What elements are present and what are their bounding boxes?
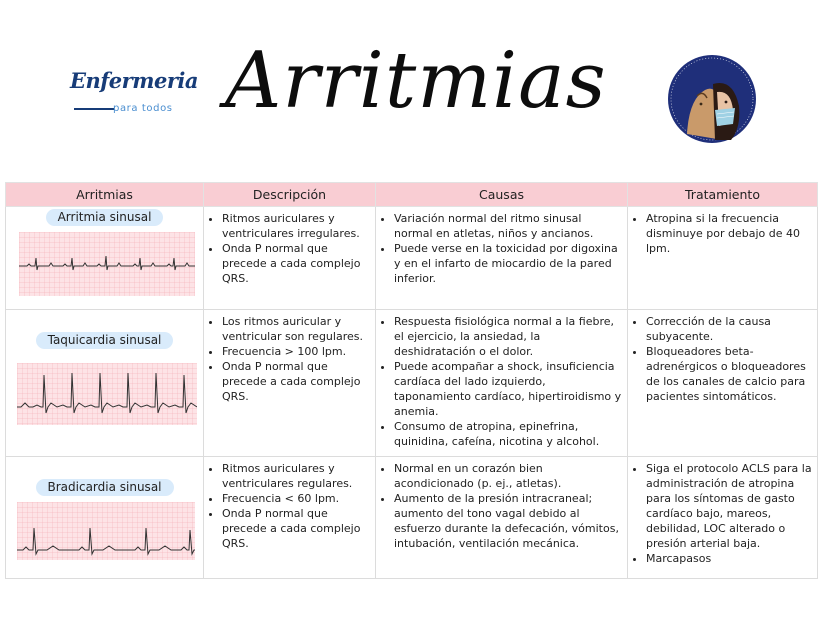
list-item: • Consumo de atropina, epinefrina, quinidina, cafeína, nicotina y alcohol. — [394, 419, 623, 449]
avatar-badge — [667, 54, 757, 144]
list-item: • Bloqueadores beta-adrenérgicos o bloqueadores de los canales de calcio para pacientes sintomáticos. — [646, 344, 813, 404]
arrhythmia-name-pill: Bradicardia sinusal — [36, 479, 174, 496]
list-item: • Variación normal del ritmo sinusal normal en atletas, niños y ancianos. — [394, 211, 623, 241]
list-item: • Corrección de la causa subyacente. — [646, 314, 813, 344]
arrhythmia-name-pill: Taquicardia sinusal — [36, 332, 174, 349]
arrhythmia-cell — [6, 310, 204, 457]
description-cell — [204, 310, 376, 457]
ecg-strip-arritmia — [19, 232, 195, 296]
arrhythmia-cell — [6, 207, 204, 310]
causes-cell — [376, 207, 628, 310]
syringe-icon — [74, 108, 114, 110]
description-cell — [204, 207, 376, 310]
table-header-row — [6, 183, 818, 207]
page-title: Arritmias — [225, 36, 607, 126]
treatment-cell — [628, 207, 818, 310]
logo-wordmark: Enfermeria — [70, 68, 198, 93]
enfermeria-logo — [66, 66, 198, 126]
list-item: • Marcapasos — [646, 551, 813, 566]
list-item: • Frecuencia > 100 lpm. — [222, 344, 371, 359]
table-row — [6, 310, 818, 457]
list-item: • Onda P normal que precede a cada complejo QRS. — [222, 359, 371, 404]
arrhythmia-table — [5, 182, 817, 579]
col-header-tratamiento: Tratamiento — [628, 183, 818, 207]
list-item: • Respuesta fisiológica normal a la fiebre, el ejercicio, la ansiedad, la deshidratación o el dolor. — [394, 314, 623, 359]
col-header-causas: Causas — [376, 183, 628, 207]
col-header-descripcion: Descripción — [204, 183, 376, 207]
list-item: • Onda P normal que precede a cada complejo QRS. — [222, 506, 371, 551]
list-item: • Siga el protocolo ACLS para la administración de atropina para los síntomas de gasto cardíaco bajo, mareos, debilidad, LOC alterado o presión arterial baja. — [646, 461, 813, 551]
treatment-cell — [628, 310, 818, 457]
list-item: • Los ritmos auricular y ventricular son regulares. — [222, 314, 371, 344]
list-item: • Normal en un corazón bien acondicionado (p. ej., atletas). — [394, 461, 623, 491]
list-item: • Puede verse en la toxicidad por digoxina y en el infarto de miocardio de la pared inferior. — [394, 241, 623, 286]
logo-tagline: para todos — [113, 103, 173, 114]
list-item: • Puede acompañar a shock, insuficiencia cardíaca del lado izquierdo, taponamiento cardíaco, hipertiroidismo y anemia. — [394, 359, 623, 419]
list-item: • Ritmos auriculares y ventriculares irregulares. — [222, 211, 371, 241]
col-header-arritmias: Arritmias — [6, 183, 204, 207]
table-row — [6, 207, 818, 310]
list-item: • Frecuencia < 60 lpm. — [222, 491, 371, 506]
table-row — [6, 457, 818, 579]
treatment-cell — [628, 457, 818, 579]
list-item: • Aumento de la presión intracraneal; aumento del tono vagal debido al esfuerzo durante la defecación, vómitos, intubación, ventilación mecánica. — [394, 491, 623, 551]
description-cell — [204, 457, 376, 579]
causes-cell — [376, 310, 628, 457]
list-item: • Atropina si la frecuencia disminuye por debajo de 40 lpm. — [646, 211, 813, 256]
ecg-strip-taquicardia — [17, 363, 197, 425]
arrhythmia-cell — [6, 457, 204, 579]
ecg-strip-bradicardia — [17, 502, 195, 560]
list-item: • Onda P normal que precede a cada complejo QRS. — [222, 241, 371, 286]
list-item: • Ritmos auriculares y ventriculares regulares. — [222, 461, 371, 491]
causes-cell — [376, 457, 628, 579]
arrhythmia-name-pill: Arritmia sinusal — [46, 209, 164, 226]
